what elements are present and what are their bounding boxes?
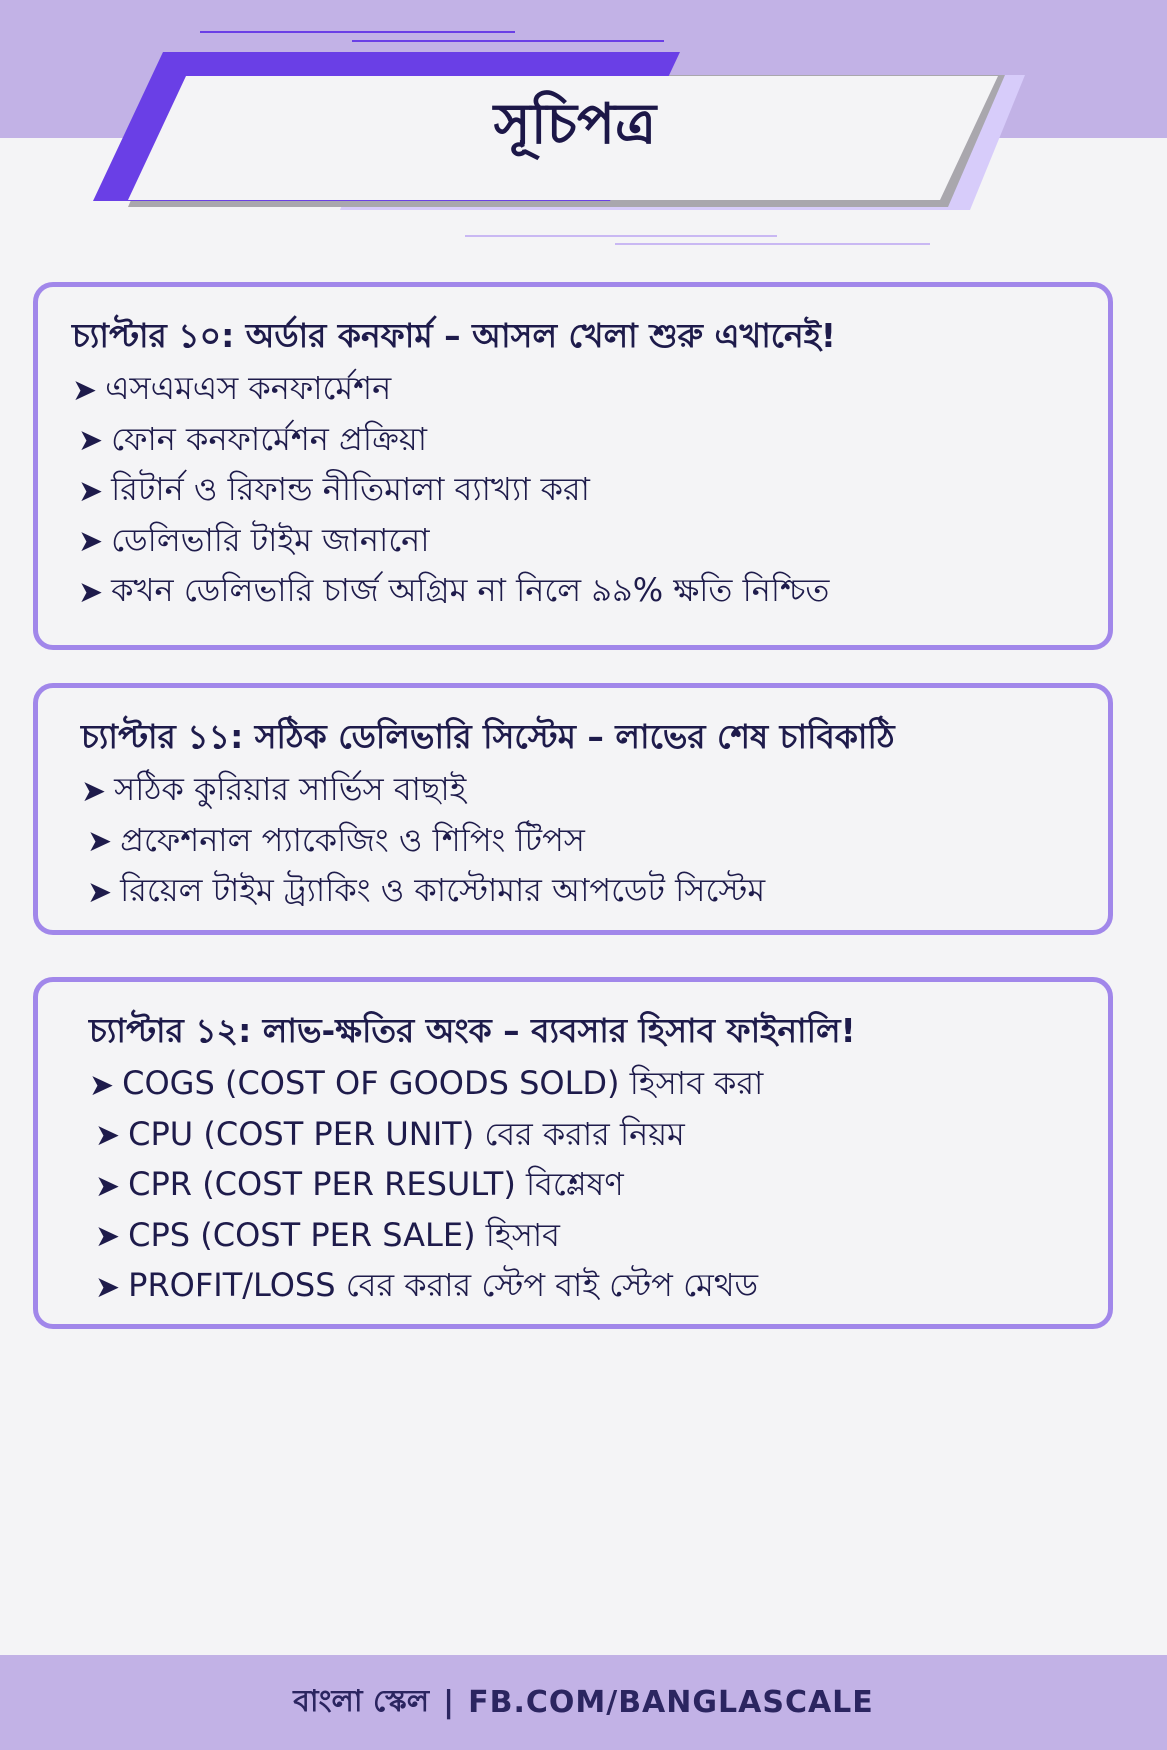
arrow-icon: ➤ <box>95 1219 121 1255</box>
arrow-icon: ➤ <box>78 473 104 509</box>
arrow-icon: ➤ <box>78 524 104 560</box>
list-item-text: CPS (COST PER SALE) হিসাব <box>128 1215 560 1254</box>
list-item <box>81 867 1078 918</box>
footer-bar <box>0 1655 1167 1750</box>
decor-line <box>615 243 930 245</box>
list-item <box>89 1161 1078 1212</box>
list-item-text: প্রফেশনাল প্যাকেজিং ও শিপিং টিপস <box>120 820 585 859</box>
page-title: সূচিপত্র <box>493 92 657 157</box>
arrow-icon: ➤ <box>87 824 113 860</box>
arrow-icon: ➤ <box>72 372 98 408</box>
footer-brand: বাংলা স্কেল <box>293 1684 430 1719</box>
list-item-text: PROFIT/LOSS বের করার স্টেপ বাই স্টেপ মেথড <box>128 1266 759 1305</box>
arrow-icon: ➤ <box>81 773 107 809</box>
arrow-icon: ➤ <box>87 874 113 910</box>
chapter-card-10 <box>33 282 1113 650</box>
list-item <box>89 1060 1078 1111</box>
list-item <box>72 466 1078 517</box>
footer-separator: | <box>443 1685 455 1720</box>
chapter-card-12 <box>33 977 1113 1329</box>
chapter-card-11 <box>33 683 1113 935</box>
list-item-text: কখন ডেলিভারি চার্জ অগ্রিম না নিলে ৯৯% ক্ষতি নিশ্চিত <box>111 571 830 610</box>
chapter-heading: চ্যাপ্টার ১১: সঠিক ডেলিভারি সিস্টেম – লাভের শেষ চাবিকাঠি <box>81 717 895 756</box>
arrow-icon: ➤ <box>89 1067 115 1103</box>
list-item-text: CPU (COST PER UNIT) বের করার নিয়ম <box>128 1114 685 1153</box>
list-item <box>72 416 1078 467</box>
list-item <box>72 365 1078 416</box>
list-item-text: সঠিক কুরিয়ার সার্ভিস বাছাই <box>114 770 467 809</box>
chapter-heading: চ্যাপ্টার ১২: লাভ-ক্ষতির অংক – ব্যবসার হিসাব ফাইনালি! <box>89 1011 856 1050</box>
arrow-icon: ➤ <box>95 1168 121 1204</box>
list-item-text: CPR (COST PER RESULT) বিশ্লেষণ <box>128 1165 624 1204</box>
list-item-text: COGS (COST OF GOODS SOLD) হিসাব করা <box>122 1064 764 1103</box>
list-item <box>89 1262 1078 1313</box>
list-item-text: ডেলিভারি টাইম জানানো <box>111 520 430 559</box>
list-item <box>81 766 1078 817</box>
list-item <box>72 517 1078 568</box>
arrow-icon: ➤ <box>78 574 104 610</box>
chapter-heading: চ্যাপ্টার ১০: অর্ডার কনফার্ম – আসল খেলা শুরু এখানেই! <box>72 316 836 355</box>
arrow-icon: ➤ <box>95 1118 121 1154</box>
list-item <box>81 817 1078 868</box>
list-item-text: ফোন কনফার্মেশন প্রক্রিয়া <box>111 419 427 458</box>
list-item <box>89 1111 1078 1162</box>
list-item-text: রিটার্ন ও রিফান্ড নীতিমালা ব্যাখ্যা করা <box>111 470 590 509</box>
list-item-text: এসএমএস কনফার্মেশন <box>105 369 392 408</box>
footer-link[interactable]: FB.COM/BANGLASCALE <box>468 1685 874 1720</box>
arrow-icon: ➤ <box>95 1269 121 1305</box>
list-item <box>89 1212 1078 1263</box>
arrow-icon: ➤ <box>78 423 104 459</box>
list-item <box>72 567 1078 618</box>
list-item-text: রিয়েল টাইম ট্র্যাকিং ও কাস্টোমার আপডেট সিস্টেম <box>120 871 766 910</box>
